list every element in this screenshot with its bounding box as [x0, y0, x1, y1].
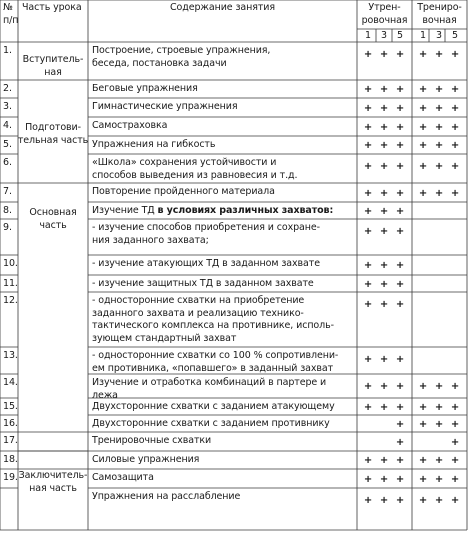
row-number: 9. [3, 222, 12, 233]
row-number: 18. [3, 454, 18, 465]
plus-mark: + [363, 473, 373, 485]
plus-mark: + [418, 84, 428, 95]
plus-mark: + [395, 278, 405, 290]
part-intro-line-0: Вступитель- [22, 54, 84, 65]
plus-mark: + [395, 354, 405, 365]
plus-mark: + [379, 161, 389, 172]
plus-mark: + [418, 161, 428, 172]
row-number: 17. [3, 435, 18, 446]
plus-mark: + [363, 84, 373, 95]
plus-mark: + [395, 140, 405, 151]
row-number: 10. [3, 258, 18, 269]
header-num-sub-label: п/п [3, 15, 19, 26]
plus-mark: + [379, 278, 389, 290]
row-content-line: - изучение способов приобретения и сохране- [92, 222, 320, 233]
row-content-line: Гимнастические упражнения [92, 101, 238, 112]
plus-mark: + [363, 354, 373, 365]
row-content-line: Беговые упражнения [92, 83, 198, 94]
plus-mark: + [434, 161, 444, 172]
row-content-line: - односторонние схватки на приобретение [92, 295, 305, 306]
plus-mark: + [363, 260, 373, 271]
plus-mark: + [379, 49, 389, 60]
plus-mark: + [395, 381, 405, 392]
row-content-line: Упражнения на гибкость [92, 139, 216, 150]
header-sub-3: 1 [420, 30, 426, 41]
plus-mark: + [450, 381, 460, 392]
plus-mark: + [450, 121, 460, 133]
row-number: 3. [3, 101, 12, 112]
header-sub-4: 3 [436, 30, 442, 41]
row-number: 1. [3, 45, 12, 56]
plus-mark: + [450, 495, 460, 506]
row-content-line: Упражнения на расслабление [92, 491, 241, 502]
plus-mark: + [434, 49, 444, 60]
plus-mark: + [395, 121, 405, 133]
plus-mark: + [418, 381, 428, 392]
plus-mark: + [379, 381, 389, 392]
plus-mark: + [450, 102, 460, 114]
plus-mark: + [418, 473, 428, 485]
row-number: 12. [3, 295, 18, 306]
plus-mark: + [379, 260, 389, 271]
row-content-line: Построение, строевые упражнения, [92, 45, 271, 56]
plus-mark: + [363, 226, 373, 237]
part-final-line-0: Заключитель- [18, 470, 88, 481]
row-content-line: Повторение пройденного материала [92, 186, 275, 197]
part-prep-line-1: тельная часть [17, 134, 89, 146]
row-content-line: заданного захвата и реализацию технико- [92, 307, 304, 319]
plus-mark: + [379, 473, 389, 485]
row-content-line: зующем стандартный захват [92, 332, 237, 344]
row-number: 14. [3, 377, 18, 388]
row-content-line: Двухсторонние схватки с заданием противнику [92, 418, 330, 429]
row-number: 5. [3, 139, 12, 150]
row-number: 4. [3, 120, 12, 131]
plus-mark: + [450, 161, 460, 172]
plus-mark: + [363, 102, 373, 114]
plus-mark: + [418, 187, 428, 199]
plus-mark: + [434, 401, 444, 413]
header-sub-0: 1 [365, 30, 371, 41]
plus-mark: + [379, 205, 389, 217]
plus-mark: + [379, 226, 389, 237]
plus-mark: + [418, 401, 428, 413]
plus-mark: + [395, 161, 405, 172]
part-intro-line-1: ная [44, 66, 62, 78]
row-content-line: - изучение атакующих ТД в заданном захвате [92, 258, 320, 269]
plus-mark: + [418, 49, 428, 60]
plus-mark: + [434, 455, 444, 466]
row-content-line: Двухсторонние схватки с заданием атакующему [92, 401, 335, 412]
plus-mark: + [363, 495, 373, 506]
plus-mark: + [450, 84, 460, 95]
header-training-label: Трениро- [417, 2, 462, 13]
plus-mark: + [434, 121, 444, 133]
plus-mark: + [379, 102, 389, 114]
plus-mark: + [395, 187, 405, 199]
plus-mark: + [363, 299, 373, 310]
row-content-line: Тренировочные схватки [92, 435, 212, 446]
row-content-line: Самозащита [92, 472, 154, 483]
plus-mark: + [395, 226, 405, 237]
plus-mark: + [434, 495, 444, 506]
plus-mark: + [418, 140, 428, 151]
row-content-line: - изучение защитных ТД в заданном захвате [92, 278, 314, 289]
row-content-line: Самостраховка [92, 120, 168, 131]
plus-mark: + [379, 84, 389, 95]
row-content-line: Силовые упражнения [92, 454, 200, 465]
plus-mark: + [450, 401, 460, 413]
header-morning-sub-label: ровочная [361, 15, 408, 26]
header-content-label: Содержание занятия [170, 2, 275, 13]
row-number: 19. [3, 472, 18, 483]
plus-mark: + [379, 495, 389, 506]
plus-mark: + [395, 84, 405, 95]
row-content-line: «Школа» сохранения устойчивости и [92, 157, 277, 168]
plus-mark: + [434, 102, 444, 114]
header-sub-5: 5 [452, 30, 458, 41]
row-content-line: тактического комплекса на противнике, исполь- [92, 320, 334, 331]
header-training-sub-label: вочная [422, 15, 457, 26]
row-number: 8. [3, 205, 12, 216]
row-number: 13. [3, 350, 18, 361]
row-content-line: ем противника, «попавшего» в заданный захват [92, 362, 334, 374]
plus-mark: + [379, 121, 389, 133]
header-sub-2: 5 [397, 30, 403, 41]
plus-mark: + [363, 140, 373, 151]
header-sub-1: 3 [381, 30, 387, 41]
plus-mark: + [395, 260, 405, 271]
part-main-line-1: часть [39, 219, 67, 231]
plus-mark: + [363, 278, 373, 290]
header-part-label: Часть урока [22, 2, 82, 13]
plus-mark: + [395, 205, 405, 217]
row-number: 7. [3, 186, 12, 197]
row-content-line: Изучение и отработка комбинаций в партере и [92, 377, 327, 388]
plus-mark: + [418, 418, 428, 430]
plus-mark: + [379, 401, 389, 413]
plus-mark: + [395, 299, 405, 310]
part-main-line-0: Основная [29, 207, 77, 218]
plus-mark: + [418, 455, 428, 466]
plus-mark: + [379, 187, 389, 199]
part-prep-line-0: Подготови- [25, 122, 81, 133]
plus-mark: + [363, 187, 373, 199]
plus-mark: + [450, 418, 460, 430]
plus-mark: + [434, 140, 444, 151]
plus-mark: + [395, 436, 405, 448]
plus-mark: + [418, 102, 428, 114]
plus-mark: + [363, 401, 373, 413]
plus-mark: + [450, 455, 460, 466]
plus-mark: + [363, 121, 373, 133]
plus-mark: + [450, 436, 460, 448]
row-number: 11. [3, 278, 18, 289]
row-content-line: Изучение ТД в условиях различных захватов: [92, 205, 334, 216]
part-final-line-1: ная часть [29, 482, 77, 494]
row-number: 2. [3, 83, 12, 94]
row-content-line: - односторонние схватки со 100 % сопротивлени- [92, 350, 339, 361]
plus-mark: + [418, 495, 428, 506]
plus-mark: + [450, 473, 460, 485]
row-number: 15. [3, 401, 18, 412]
plus-mark: + [450, 187, 460, 199]
header-morning-label: Утрен- [368, 2, 401, 13]
row-content-line: способов выведения из равновесия и т.д. [92, 169, 298, 181]
row-content-line: лежа [92, 389, 118, 401]
plus-mark: + [434, 381, 444, 392]
plus-mark: + [395, 401, 405, 413]
plus-mark: + [395, 455, 405, 466]
plus-mark: + [434, 84, 444, 95]
row-number: 16. [3, 418, 18, 429]
plus-mark: + [363, 455, 373, 466]
plus-mark: + [379, 299, 389, 310]
plus-mark: + [379, 354, 389, 365]
row-content-line: ния заданного захвата; [92, 234, 209, 246]
plus-mark: + [363, 49, 373, 60]
header-num-label: № [3, 2, 13, 13]
row-number: 6. [3, 157, 12, 168]
plus-mark: + [395, 418, 405, 430]
plus-mark: + [434, 187, 444, 199]
plus-mark: + [450, 140, 460, 151]
plus-mark: + [363, 161, 373, 172]
plus-mark: + [395, 495, 405, 506]
plus-mark: + [450, 49, 460, 60]
plus-mark: + [379, 140, 389, 151]
plus-mark: + [395, 49, 405, 60]
plus-mark: + [363, 381, 373, 392]
row-content-line: беседа, постановка задачи [92, 57, 227, 69]
plus-mark: + [379, 455, 389, 466]
plus-mark: + [363, 205, 373, 217]
plus-mark: + [434, 473, 444, 485]
plus-mark: + [395, 473, 405, 485]
plus-mark: + [395, 102, 405, 114]
plus-mark: + [434, 418, 444, 430]
plus-mark: + [418, 121, 428, 133]
